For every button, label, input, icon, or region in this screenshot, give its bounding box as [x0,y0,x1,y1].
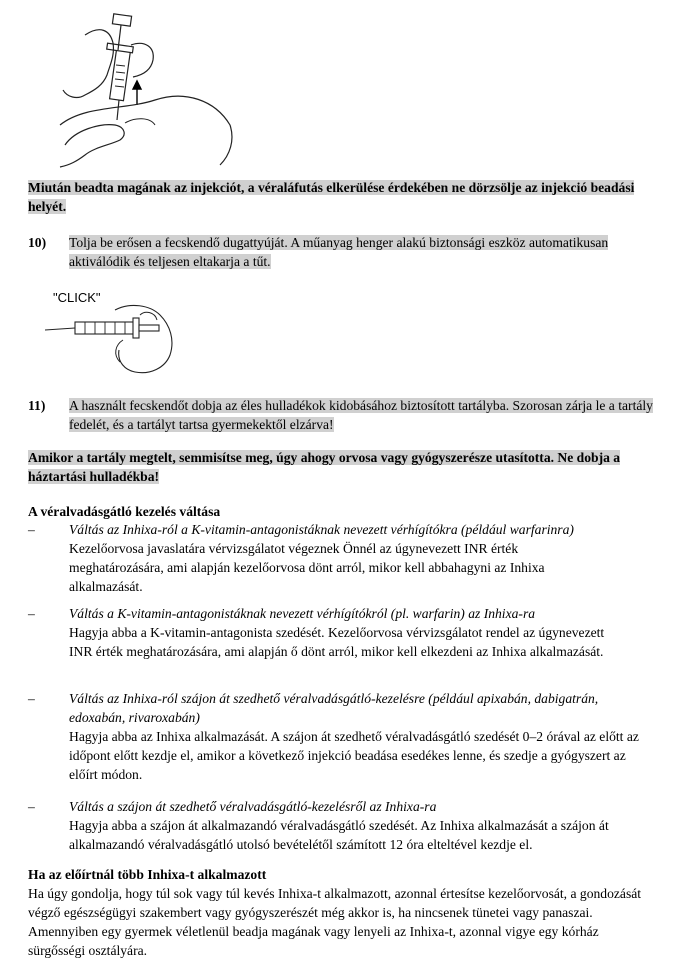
switch-section-heading: A véralvadásgátló kezelés váltása [28,504,221,519]
switch-item-3-dash: – [28,691,35,706]
switch-item-4-title: Váltás a szájon át szedhető véralvadásgátló-kezelésről az Inhixa-ra [69,799,437,814]
switch-item-2-dash: – [28,606,35,621]
overdose-heading: Ha az előírtnál több Inhixa-t alkalmazott [28,867,267,882]
overdose-body: Ha úgy gondolja, hogy túl sok vagy túl kevés Inhixa-t alkalmazott, azonnal értesítse kezelőorvosát, a gondozását végző egészségügyi szakembert vagy gyógyszerészét még akkor is, ha nincsenek tünetei vagy panaszai. Amennyiben egy gyermek véletlenül beadja magának vagy lenyeli az Inhixa-t, azonnal vigye egy kórház sürgősségi osztályára. [28,886,642,958]
step-10-number: 10) [28,235,47,250]
switch-item-1-body: Kezelőorvosa javaslatára vérvizsgálatot végeznek Önnél az úgynevezett INR érték meghatározására, ami alapján kezelőorvosa dönt arról, mikor kell abbahagyni az Inhixa alkalmazását. [69,541,545,594]
switch-item-2-title: Váltás a K-vitamin-antagonistáknak nevezett vérhígítókról (pl. warfarin) az Inhixa-ra [69,606,536,621]
warning-do-not-rub [28,178,655,216]
warning-disposal [28,448,655,486]
switch-item-1-dash: – [28,522,35,537]
step-11-text [69,396,655,434]
click-label: "CLICK" [53,290,101,305]
switch-item-4-dash: – [28,799,35,814]
switch-item-1-title: Váltás az Inhixa-ról a K-vitamin-antagonistáknak nevezett vérhígítókra (például warfarinra) [69,522,574,537]
step-11-number: 11) [28,398,46,413]
step-11-text-content: A használt fecskendőt dobja az éles hulladékok kidobásához biztosított tartályba. Szorosan zárja le a tartály fedelét, és a tartályt tartsa gyermekektől elzárva! [69,398,653,432]
warning-do-not-rub-text: Miután beadta magának az injekciót, a véraláfutás elkerülése érdekében ne dörzsölje az injekció beadási helyét. [28,180,635,214]
step-10-text [69,233,655,271]
switch-item-4-body: Hagyja abba a szájon át alkalmazandó véralvadásgátló szedését. Az Inhixa alkalmazását a szájon át alkalmazandó véralvadásgátló utolsó bevételétől számított 12 óra elteltével kezdje el. [69,818,609,852]
step-10-text-content: Tolja be erősen a fecskendő dugattyúját. A műanyag henger alakú biztonsági eszköz automatikusan aktiválódik és teljesen eltakarja a tűt. [69,235,609,269]
switch-item-3-title: Váltás az Inhixa-ról szájon át szedhető véralvadásgátló-kezelésre (például apixabán, dabigatrán, edoxabán, rivaroxabán) [69,691,599,725]
injection-illustration [55,5,240,170]
switch-item-3-body: Hagyja abba az Inhixa alkalmazását. A szájon át szedhető véralvadásgátló szedését 0–2 órával az előtt az időpont előtt kezdje el, amikor a következő injekció beadása esedékes lenne, és szedje a gyógyszert az előírt módon. [69,729,639,782]
warning-disposal-text: Amikor a tartály megtelt, semmisítse meg, úgy ahogy orvosa vagy gyógyszerésze utasította. Ne dobja a háztartási hulladékba! [28,450,621,484]
syringe-click-illustration [45,300,185,380]
switch-item-2-body: Hagyja abba a K-vitamin-antagonista szedését. Kezelőorvosa vérvizsgálatot rendel az úgynevezett INR érték meghatározására, ami alapján ő dönt arról, mikor kell elkezdeni az Inhixa alkalmazását. [69,625,605,659]
